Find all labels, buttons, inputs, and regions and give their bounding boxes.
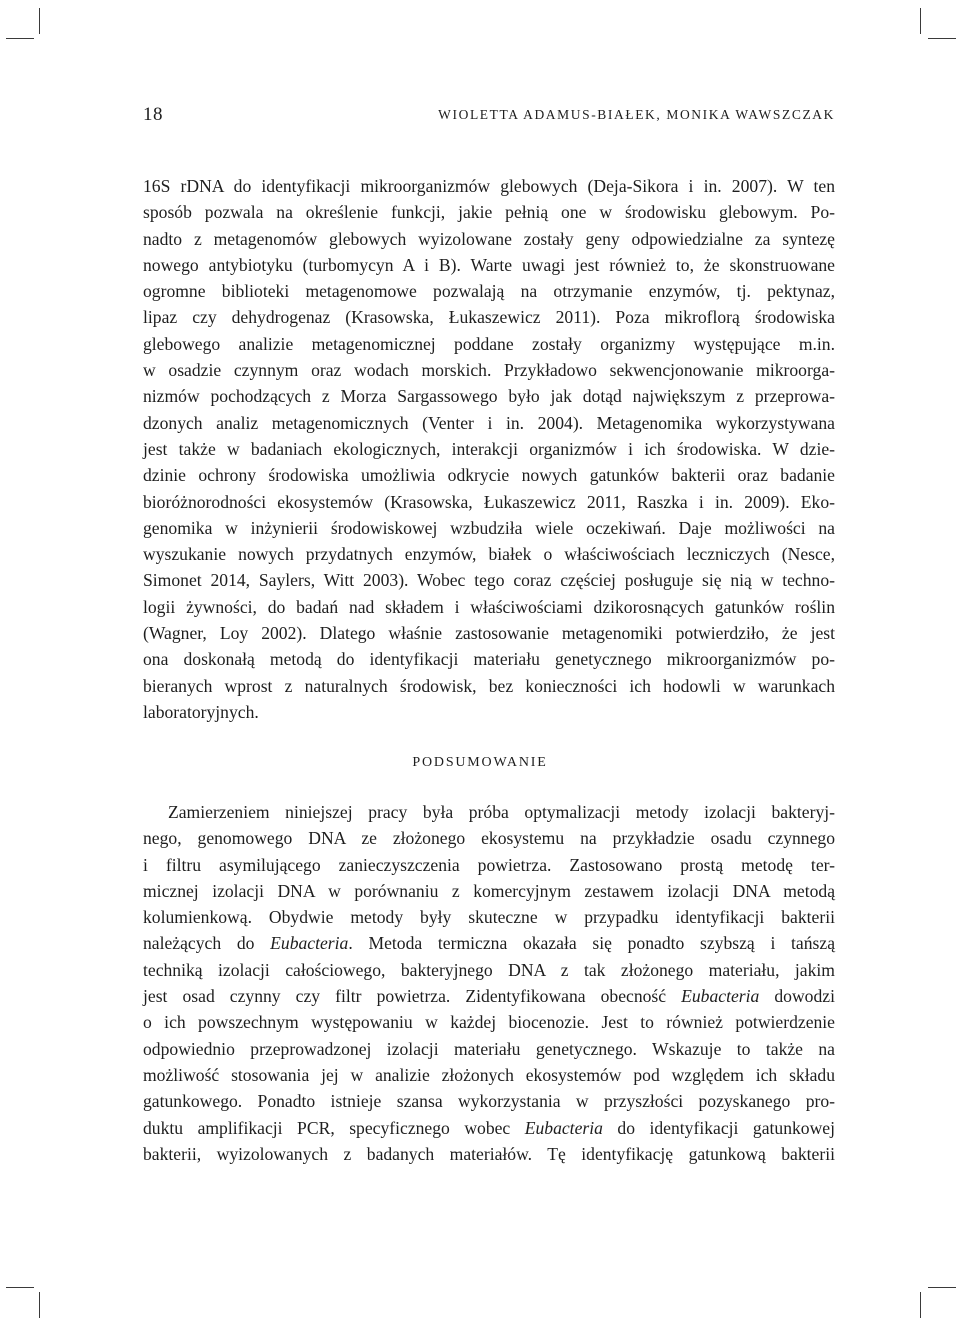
- paragraph-line: gatunkowego. Ponadto istnieje szansa wykorzystania w przyszłości pozyskanego pro-: [143, 1091, 835, 1112]
- paragraph-line: o ich powszechnym występowaniu w każdej biocenozie. Jest to również potwierdzenie: [143, 1012, 835, 1033]
- paragraph-line: glebowego analizie metagenomicznej poddane zostały organizmy występujące m.in.: [143, 333, 835, 354]
- paragraph-line: nego, genomowego DNA ze złożonego ekosystemu na przykładzie osadu czynnego: [143, 828, 835, 849]
- paragraph-line: (Wagner, Loy 2002). Dlatego właśnie zastosowanie metagenomiki potwierdziło, że jest: [143, 623, 835, 644]
- paragraph-line: micznej izolacji DNA w porównaniu z komercyjnym zestawem izolacji DNA metodą: [143, 880, 835, 901]
- paragraph-line: [143, 930, 835, 956]
- line-text: należących do: [143, 933, 271, 954]
- running-head-authors: WIOLETTA ADAMUS-BIAŁEK, MONIKA WAWSZCZAK: [438, 107, 835, 122]
- paragraph-line: laboratoryjnych.: [143, 701, 259, 722]
- paragraph-line: ogromne biblioteki metagenomowe pozwalają na otrzymanie enzymów, tj. pektynaz,: [143, 281, 835, 302]
- crop-mark-bottom-right: [920, 1292, 921, 1318]
- body-paragraph-2: [143, 799, 835, 1167]
- paragraph-line: 16S rDNA do identyfikacji mikroorganizmów glebowych (Deja-Sikora i in. 2007). W ten: [143, 176, 835, 196]
- paragraph-line: bioróżnorodności ekosystemów (Krasowska, Łukaszewicz 2011, Raszka i in. 2009). Eko-: [143, 491, 835, 512]
- taxon-name: Eubacteria: [681, 986, 760, 1007]
- paragraph-line: w osadzie czynnym oraz wodach morskich. Przykładowo sekwencjonowanie mikroorga-: [143, 360, 835, 381]
- section-heading: PODSUMOWANIE: [412, 755, 548, 770]
- line-text: jest osad czynny czy filtr powietrza. Zidentyfikowana obecność: [143, 986, 682, 1007]
- running-head: [143, 104, 835, 130]
- crop-mark-bottom-right-h: [928, 1287, 956, 1288]
- line-text: . Metoda termiczna okazała się ponadto szybszą i tańszą: [348, 933, 836, 954]
- page-number: 18: [143, 104, 163, 125]
- paragraph-line: dzonych analiz metagenomicznych (Venter i in. 2004). Metagenomika wykorzystywana: [143, 412, 835, 433]
- paragraph-line: dzinie ochrony środowiska umożliwia odkrycie nowych gatunków bakterii oraz badanie: [143, 465, 835, 486]
- line-text: duktu amplifikacji PCR, specyficznego wobec: [143, 1117, 525, 1138]
- paragraph-line: odpowiednio przeprowadzonej izolacji materiału genetycznego. Wskazuje to także na: [143, 1038, 835, 1059]
- paragraph-line: bakterii, wyizolowanych z badanych materiałów. Tę identyfikację gatunkową bakterii: [143, 1143, 835, 1164]
- paragraph-line: Zamierzeniem niniejszej pracy była próba optymalizacji metody izolacji bakteryj-: [168, 802, 835, 822]
- paragraph-line: nadto z metagenomów glebowych wyizolowane zostały geny odpowiedzialne za syntezę: [143, 228, 835, 249]
- taxon-name: Eubacteria: [270, 933, 349, 954]
- crop-mark-bottom-left-h: [6, 1287, 34, 1288]
- paragraph-line: lipaz czy dehydrogenaz (Krasowska, Łukaszewicz 2011). Poza mikroflorą środowiska: [143, 307, 835, 328]
- line-text: do identyfikacji gatunkowej: [602, 1117, 835, 1138]
- paragraph-line: [143, 983, 835, 1009]
- paragraph-line: jest także w badaniach ekologicznych, interakcji organizmów i ich środowiska. W dzie-: [143, 438, 835, 459]
- taxon-name: Eubacteria: [524, 1117, 603, 1138]
- paragraph-line: techniką izolacji całościowego, bakteryjnego DNA z tak złożonego materiału, jakim: [143, 959, 835, 980]
- paragraph-line: logii żywności, do badań nad składem i właściwościami dzikorosnących gatunków roślin: [143, 596, 835, 617]
- crop-mark-top-left-h: [6, 38, 34, 39]
- crop-mark-top-left: [39, 8, 40, 34]
- paragraph-line: nizmów pochodzących z Morza Sargassowego było jak dotąd największym z przeprowa-: [143, 386, 835, 407]
- paragraph-line: możliwość stosowania jej w analizie złożonych ekosystemów pod względem ich składu: [143, 1064, 835, 1085]
- paragraph-line: bieranych wprost z naturalnych środowisk, bez konieczności ich hodowli w warunkach: [143, 675, 835, 696]
- paragraph-line: ona doskonałą metodą do identyfikacji materiału genetycznego mikroorganizmów po-: [143, 649, 835, 670]
- paragraph-line: sposób pozwala na określenie funkcji, jakie pełnią one w środowisku glebowym. Po-: [143, 202, 835, 223]
- crop-mark-top-right: [920, 8, 921, 34]
- paragraph-line: wyszukanie nowych przydatnych enzymów, białek o właściwościach leczniczych (Nesce,: [143, 544, 835, 565]
- line-text: dowodzi: [759, 986, 835, 1007]
- paragraph-line: Simonet 2014, Saylers, Witt 2003). Wobec tego coraz częściej posługuje się nią w techno-: [143, 570, 835, 591]
- paragraph-line: [143, 1115, 835, 1141]
- paragraph-line: nowego antybiotyku (turbomycyn A i B). Warte uwagi jest również to, że skonstruowane: [143, 254, 835, 275]
- paragraph-line: i filtru asymilującego zanieczyszczenia powietrza. Zastosowano prostą metodę ter-: [143, 854, 835, 875]
- crop-mark-bottom-left: [39, 1292, 40, 1318]
- paragraph-line: kolumienkową. Obydwie metody były skuteczne w przypadku identyfikacji bakterii: [143, 907, 835, 928]
- paragraph-line: genomika w inżynierii środowiskowej wzbudziła wiele oczekiwań. Daje możliwości na: [143, 517, 835, 538]
- body-paragraph-1: [143, 173, 835, 725]
- crop-mark-top-right-h: [928, 38, 956, 39]
